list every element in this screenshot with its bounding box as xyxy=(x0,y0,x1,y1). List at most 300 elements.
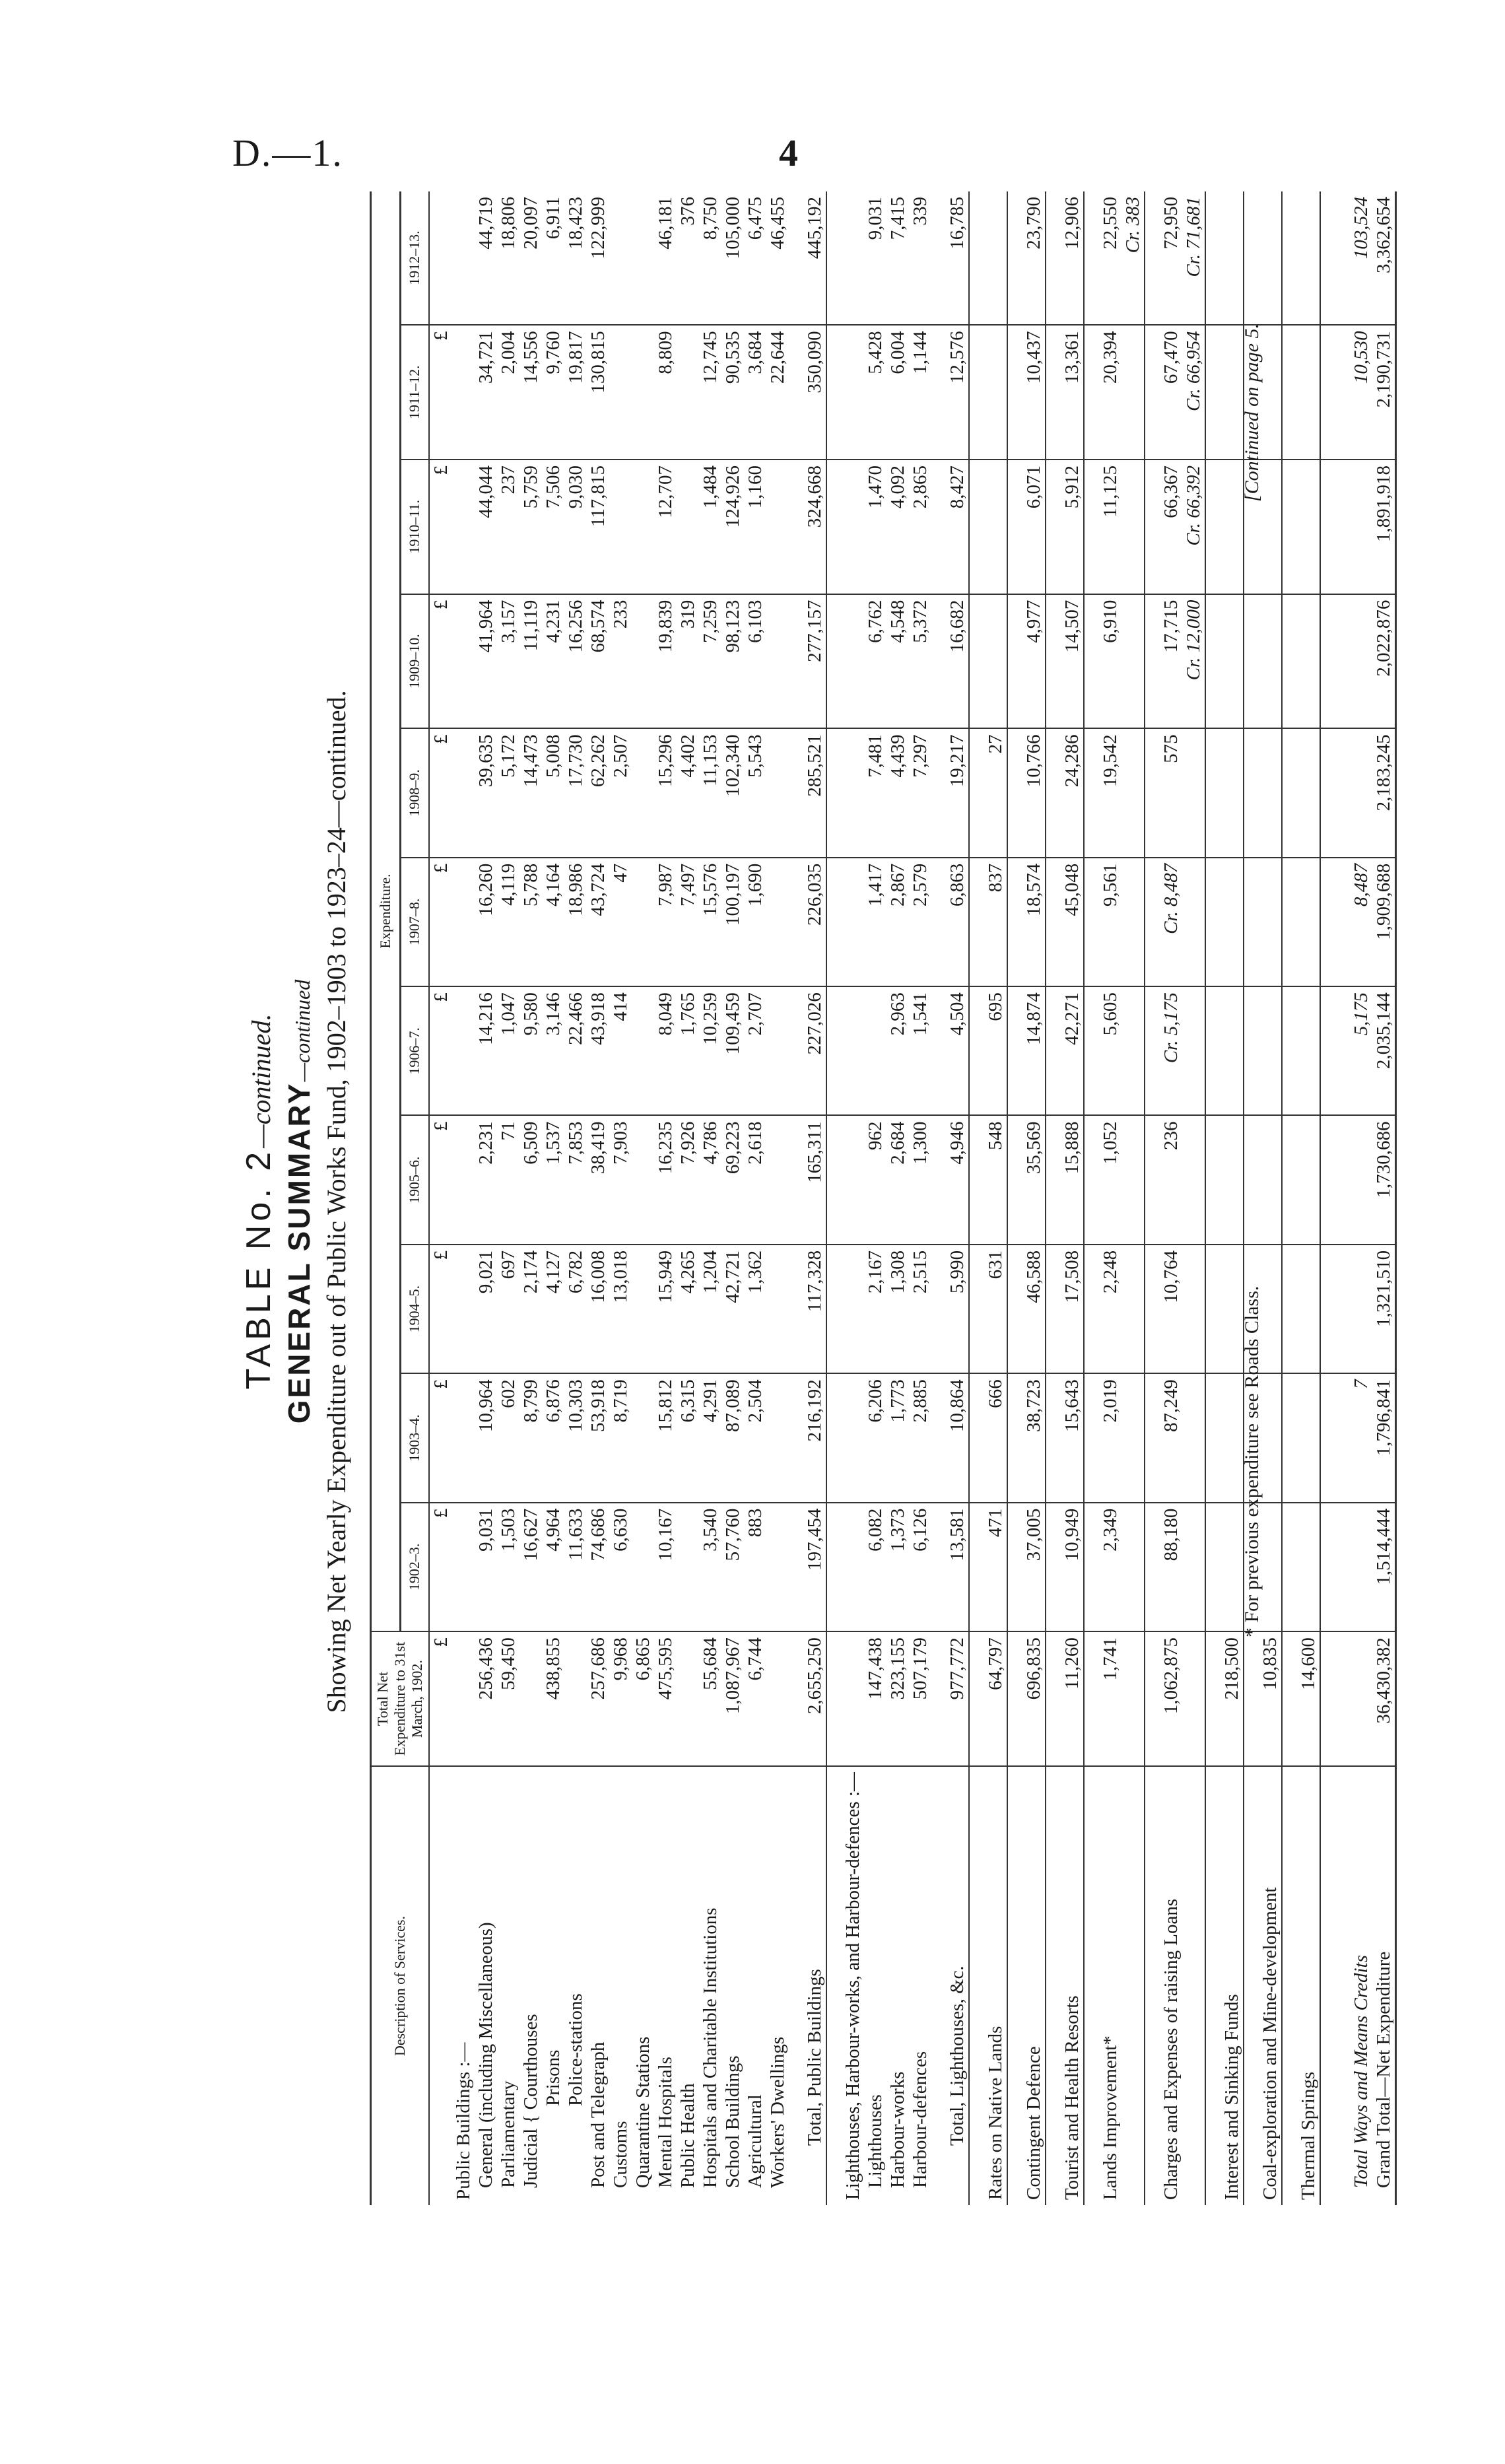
total-value-cell xyxy=(766,1631,789,1766)
year-value-cell xyxy=(1297,325,1320,460)
row-label: Harbour-defences xyxy=(909,1766,931,2205)
table-row xyxy=(542,191,564,2205)
year-value-cell: 102,340 xyxy=(721,728,744,857)
empty-cell xyxy=(1145,325,1160,460)
year-value-cell xyxy=(984,594,1007,729)
year-value-cell: 109,459 xyxy=(721,986,744,1115)
row-label: Thermal Springs xyxy=(1297,1766,1320,2205)
empty-cell xyxy=(931,1766,946,2205)
year-value-cell: 66,367 xyxy=(1160,460,1182,594)
empty-cell xyxy=(1282,858,1297,986)
empty-cell xyxy=(826,1373,842,1502)
empty-cell xyxy=(789,986,803,1115)
empty-cell xyxy=(1007,858,1022,986)
year-value-cell xyxy=(1221,858,1244,986)
year-value-cell xyxy=(609,460,632,594)
total-value-cell xyxy=(1182,1631,1205,1766)
empty-cell xyxy=(1282,460,1297,594)
empty-cell xyxy=(842,325,864,460)
year-value-cell: 233 xyxy=(609,594,632,729)
empty-cell xyxy=(1007,191,1022,325)
year-value-cell: 14,507 xyxy=(1061,594,1084,729)
empty-cell xyxy=(826,1766,842,2205)
year-value-cell: 11,633 xyxy=(564,1503,587,1631)
year-value-cell: 1,470 xyxy=(864,460,886,594)
year-value-cell: 5,428 xyxy=(864,325,886,460)
empty-cell xyxy=(931,325,946,460)
empty-cell xyxy=(1335,858,1350,986)
section-heading: Lighthouses, Harbour-works, and Harbour-defences :— xyxy=(842,1766,864,2205)
year-value-cell xyxy=(1121,1373,1145,1502)
year-value-cell: 22,644 xyxy=(766,325,789,460)
year-value-cell: 3,684 xyxy=(744,325,766,460)
empty-cell xyxy=(1244,594,1259,729)
year-value-cell: £ xyxy=(429,986,452,1115)
year-value-cell: 4,504 xyxy=(946,986,969,1115)
year-value-cell xyxy=(1350,1503,1372,1631)
empty-cell xyxy=(1282,325,1297,460)
row-label: Tourist and Health Resorts xyxy=(1061,1766,1084,2205)
empty-cell xyxy=(969,986,984,1115)
empty-cell xyxy=(1244,986,1259,1115)
table-title: TABLE No. 2—continued. xyxy=(240,1013,278,1390)
year-value-cell xyxy=(1221,1503,1244,1631)
year-value-cell: 5,008 xyxy=(542,728,564,857)
year-value-cell: 1,417 xyxy=(864,858,886,986)
empty-cell xyxy=(1244,1766,1259,2205)
row-label: Lighthouses xyxy=(864,1766,886,2205)
year-value-cell: 34,721 xyxy=(475,325,497,460)
empty-cell xyxy=(452,1631,475,1766)
empty-cell xyxy=(826,325,842,460)
year-value-cell: 42,271 xyxy=(1061,986,1084,1115)
row-label: Total, Lighthouses, &c. xyxy=(946,1766,969,2205)
year-value-cell: 6,475 xyxy=(745,197,766,240)
year-value-cell: 43,724 xyxy=(587,858,609,986)
year-value-cell: 7,903 xyxy=(609,1116,632,1245)
total-value-cell: 696,835 xyxy=(1022,1631,1046,1766)
year-value-cell: 15,576 xyxy=(699,858,721,986)
year-value-cell: 2,507 xyxy=(609,728,632,857)
empty-cell xyxy=(1084,858,1099,986)
total-value-cell: 11,260 xyxy=(1061,1631,1084,1766)
empty-cell xyxy=(1335,1503,1350,1631)
table-row xyxy=(452,191,475,2205)
row-label: Parliamentary xyxy=(497,1766,519,2205)
total-value-cell xyxy=(519,1631,542,1766)
year-value-cell: 1,300 xyxy=(909,1116,931,1245)
empty-cell xyxy=(826,191,842,325)
total-value-cell: 1,087,967 xyxy=(721,1631,744,1766)
row-label: Quarantine Stations xyxy=(632,1766,654,2205)
year-value-cell xyxy=(1350,1245,1372,1373)
year-value-cell: 10,530 xyxy=(1350,325,1372,460)
year-value-cell: 42,721 xyxy=(721,1245,744,1373)
empty-cell xyxy=(1007,1116,1022,1245)
table-row xyxy=(475,191,497,2205)
table-row xyxy=(1182,191,1205,2205)
year-value-cell: 12,576 xyxy=(946,325,969,460)
year-value-cell xyxy=(1221,594,1244,729)
year-value-cell xyxy=(1182,728,1205,857)
year-value-cell: 46,455 xyxy=(767,197,788,250)
empty-cell xyxy=(842,728,864,857)
year-value-cell: 4,265 xyxy=(677,1245,699,1373)
spacer-row xyxy=(1320,191,1335,2205)
year-value-cell: 1,144 xyxy=(909,325,931,460)
year-value-cell xyxy=(632,594,654,729)
year-value-cell: 6,876 xyxy=(542,1373,564,1502)
year-value-cell xyxy=(1121,325,1145,460)
empty-cell xyxy=(1007,728,1022,857)
year-value-cell: 2,022,876 xyxy=(1372,594,1396,729)
empty-cell xyxy=(1320,1503,1335,1631)
year-value-cell: 22,466 xyxy=(564,986,587,1115)
empty-cell xyxy=(1046,191,1061,325)
empty-cell xyxy=(789,460,803,594)
empty-cell xyxy=(1205,1245,1221,1373)
year-value-cell xyxy=(632,1503,654,1631)
year-value-cell: 10,864 xyxy=(946,1373,969,1502)
year-value-cell: 4,092 xyxy=(886,460,909,594)
year-value-cell xyxy=(1350,460,1372,594)
total-value-cell: 977,772 xyxy=(946,1631,969,1766)
empty-cell xyxy=(1046,1373,1061,1502)
table-row xyxy=(721,191,744,2205)
empty-cell xyxy=(1335,1631,1350,1766)
year-value-cell: 4,291 xyxy=(699,1373,721,1502)
empty-cell xyxy=(789,325,803,460)
empty-cell xyxy=(1145,594,1160,729)
year-value-cell: 4,231 xyxy=(542,594,564,729)
year-value-cell: 9,030 xyxy=(564,460,587,594)
year-value-cell: 1,308 xyxy=(886,1245,909,1373)
empty-cell xyxy=(826,1245,842,1373)
row-label: Coal-exploration and Mine-development xyxy=(1259,1766,1282,2205)
year-value-cell: 19,217 xyxy=(946,728,969,857)
year-value-cell xyxy=(984,325,1007,460)
year-value-cell xyxy=(1121,858,1145,986)
table-row xyxy=(1099,191,1121,2205)
year-value-cell xyxy=(766,1116,789,1245)
year-value-cell: 41,964 xyxy=(475,594,497,729)
empty-cell xyxy=(1084,1631,1099,1766)
year-value-cell: 7,497 xyxy=(677,858,699,986)
empty-cell xyxy=(826,594,842,729)
table-row xyxy=(564,191,587,2205)
year-value-cell: 24,286 xyxy=(1061,728,1084,857)
row-label xyxy=(1182,1766,1205,2205)
empty-cell xyxy=(1320,191,1335,325)
table-row xyxy=(1160,191,1182,2205)
year-value-cell: 18,423 xyxy=(565,197,586,250)
year-value-cell xyxy=(1182,1373,1205,1502)
year-value-cell: 376 xyxy=(677,197,698,226)
year-value-cell: 10,764 xyxy=(1160,1245,1182,1373)
year-value-cell: 5,788 xyxy=(519,858,542,986)
year-value-cell: 11,125 xyxy=(1099,460,1121,594)
year-value-cell: 11,119 xyxy=(519,594,542,729)
row-label: Judicial { Courthouses xyxy=(519,1766,542,2205)
empty-cell xyxy=(1046,325,1061,460)
year-value-cell: £ xyxy=(429,1373,452,1502)
year-value-cell xyxy=(1297,191,1320,325)
col-year: 1908–9. xyxy=(400,728,429,857)
year-value-cell xyxy=(1259,1116,1282,1245)
empty-cell xyxy=(969,325,984,460)
empty-cell xyxy=(1205,1631,1221,1766)
year-value-cell: 9,031 xyxy=(475,1503,497,1631)
empty-cell xyxy=(1335,1245,1350,1373)
total-value-cell: 323,155 xyxy=(886,1631,909,1766)
total-value-cell: 257,686 xyxy=(587,1631,609,1766)
year-value-cell: Cr. 66,392 xyxy=(1182,460,1205,594)
year-value-cell xyxy=(632,858,654,986)
year-value-cell: 16,260 xyxy=(475,858,497,986)
year-value-cell: 8,750 xyxy=(700,197,721,240)
table-row xyxy=(842,191,864,2205)
year-value-cell: 5,172 xyxy=(497,728,519,857)
table-row xyxy=(632,191,654,2205)
empty-cell xyxy=(1007,986,1022,1115)
year-value-cell xyxy=(1121,460,1145,594)
empty-cell xyxy=(1084,1766,1099,2205)
year-value-cell: 8,049 xyxy=(654,986,677,1115)
empty-cell xyxy=(1007,1766,1022,2205)
table-row xyxy=(803,191,826,2205)
year-value-cell: 8,427 xyxy=(946,460,969,594)
year-value-cell: 277,157 xyxy=(803,594,826,729)
empty-cell xyxy=(1046,858,1061,986)
empty-cell xyxy=(1084,1373,1099,1502)
year-value-cell: 2,167 xyxy=(864,1245,886,1373)
year-value-cell: 2,684 xyxy=(886,1116,909,1245)
col-year: 1906–7. xyxy=(400,986,429,1115)
year-value-cell: 5,175 xyxy=(1350,986,1372,1115)
empty-cell xyxy=(1145,191,1160,325)
year-value-cell: 7,506 xyxy=(542,460,564,594)
empty-cell xyxy=(452,728,475,857)
year-value-cell: 8,719 xyxy=(609,1373,632,1502)
year-value-cell: 3,540 xyxy=(699,1503,721,1631)
empty-cell xyxy=(452,1116,475,1245)
year-value-cell: 18,986 xyxy=(564,858,587,986)
empty-cell xyxy=(1244,1631,1259,1766)
empty-cell xyxy=(1046,1766,1061,2205)
year-value-cell xyxy=(766,594,789,729)
year-value-cell xyxy=(766,460,789,594)
page-number: 4 xyxy=(779,131,798,174)
table-row xyxy=(1372,191,1396,2205)
empty-cell xyxy=(826,728,842,857)
year-value-cell: 44,044 xyxy=(475,460,497,594)
year-value-cell: 14,216 xyxy=(475,986,497,1115)
empty-cell xyxy=(1046,986,1061,1115)
year-value-cell: 4,127 xyxy=(542,1245,564,1373)
year-value-cell: 1,160 xyxy=(744,460,766,594)
empty-cell xyxy=(1205,460,1221,594)
empty-cell xyxy=(452,1373,475,1502)
year-value-cell: 1,362 xyxy=(744,1245,766,1373)
year-value-cell xyxy=(632,1373,654,1502)
year-value-cell: 35,569 xyxy=(1022,1116,1046,1245)
total-value-cell: 10,835 xyxy=(1259,1631,1282,1766)
empty-cell xyxy=(1145,1373,1160,1502)
col-year: 1903–4. xyxy=(400,1373,429,1502)
empty-cell xyxy=(1282,594,1297,729)
empty-cell xyxy=(1244,858,1259,986)
year-value-cell: 285,521 xyxy=(803,728,826,857)
empty-cell xyxy=(1244,1116,1259,1245)
empty-cell xyxy=(1282,1373,1297,1502)
empty-cell xyxy=(1320,1373,1335,1502)
year-value-cell xyxy=(609,191,632,325)
year-value-cell: 4,548 xyxy=(886,594,909,729)
year-value-cell: 43,918 xyxy=(587,986,609,1115)
year-value-cell: 19,542 xyxy=(1099,728,1121,857)
empty-cell xyxy=(931,858,946,986)
spacer-row xyxy=(1145,191,1160,2205)
year-value-cell xyxy=(1259,986,1282,1115)
year-value-cell xyxy=(1221,191,1244,325)
year-value-cell: 69,223 xyxy=(721,1116,744,1245)
year-value-cell: 602 xyxy=(497,1373,519,1502)
year-value-cell: 4,977 xyxy=(1022,594,1046,729)
spacer-row xyxy=(826,191,842,2205)
empty-cell xyxy=(1205,325,1221,460)
empty-cell xyxy=(969,1245,984,1373)
year-value-cell: 1,047 xyxy=(497,986,519,1115)
empty-cell xyxy=(842,1245,864,1373)
year-value-cell: 98,123 xyxy=(721,594,744,729)
empty-cell xyxy=(452,1503,475,1631)
year-value-cell xyxy=(1121,1245,1145,1373)
year-value-cell: 1,373 xyxy=(886,1503,909,1631)
year-value-cell xyxy=(1297,1503,1320,1631)
total-value-cell: 475,595 xyxy=(654,1631,677,1766)
year-value-cell: 117,328 xyxy=(803,1245,826,1373)
year-value-cell: 18,574 xyxy=(1022,858,1046,986)
year-value-cell: 6,630 xyxy=(609,1503,632,1631)
row-label: Workers' Dwellings xyxy=(766,1766,789,2205)
empty-cell xyxy=(789,1373,803,1502)
year-value-cell: £ xyxy=(429,460,452,594)
empty-cell xyxy=(1335,1116,1350,1245)
year-value-cell: 38,723 xyxy=(1022,1373,1046,1502)
table-row xyxy=(1350,191,1372,2205)
empty-cell xyxy=(969,191,984,325)
year-value-cell: 6,910 xyxy=(1099,594,1121,729)
year-value-cell: 8,487 xyxy=(1350,858,1372,986)
table-row xyxy=(519,191,542,2205)
table-row xyxy=(1121,191,1145,2205)
year-value-cell: 236 xyxy=(1160,1116,1182,1245)
empty-cell xyxy=(1282,1766,1297,2205)
row-label: Rates on Native Lands xyxy=(984,1766,1007,2205)
year-value-cell: 12,745 xyxy=(699,325,721,460)
year-value-cell: 38,419 xyxy=(587,1116,609,1245)
table-row xyxy=(766,191,789,2205)
year-value-cell: 548 xyxy=(984,1116,1007,1245)
year-value-cell: 2,183,245 xyxy=(1372,728,1396,857)
empty-cell xyxy=(1320,460,1335,594)
table-row xyxy=(886,191,909,2205)
year-value-cell xyxy=(677,460,699,594)
year-value-cell: 22,550 xyxy=(1100,197,1121,250)
year-value-cell: 15,888 xyxy=(1061,1116,1084,1245)
empty-cell xyxy=(1145,460,1160,594)
empty-cell xyxy=(969,460,984,594)
year-value-cell: 37,005 xyxy=(1022,1503,1046,1631)
year-value-cell: 697 xyxy=(497,1245,519,1373)
year-value-cell: 4,439 xyxy=(886,728,909,857)
year-value-cell xyxy=(1221,728,1244,857)
col-expenditure: Expenditure. xyxy=(371,191,401,1631)
year-value-cell: 122,999 xyxy=(587,197,609,259)
year-value-cell xyxy=(766,1503,789,1631)
empty-cell xyxy=(1145,1766,1160,2205)
empty-cell xyxy=(931,1116,946,1245)
year-value-cell: 2,019 xyxy=(1099,1373,1121,1502)
empty-cell xyxy=(842,1373,864,1502)
year-value-cell: 2,248 xyxy=(1099,1245,1121,1373)
year-value-cell: 14,874 xyxy=(1022,986,1046,1115)
year-value-cell: 14,473 xyxy=(519,728,542,857)
spacer-row xyxy=(1335,191,1350,2205)
empty-cell xyxy=(789,594,803,729)
empty-cell xyxy=(1282,1503,1297,1631)
year-value-cell xyxy=(1221,986,1244,1115)
year-value-cell: 165,311 xyxy=(803,1116,826,1245)
total-value-cell xyxy=(1350,1631,1372,1766)
year-value-cell: 216,192 xyxy=(803,1373,826,1502)
year-value-cell xyxy=(632,325,654,460)
table-row xyxy=(587,191,609,2205)
table-row xyxy=(654,191,677,2205)
year-value-cell: 46,588 xyxy=(1022,1245,1046,1373)
empty-cell xyxy=(842,191,864,325)
empty-cell xyxy=(826,986,842,1115)
document-reference: D.—1. xyxy=(232,131,343,174)
table-row xyxy=(699,191,721,2205)
year-value-cell: 39,635 xyxy=(475,728,497,857)
row-label: Customs xyxy=(609,1766,632,2205)
year-value-cell xyxy=(609,325,632,460)
empty-cell xyxy=(826,858,842,986)
year-value-cell: 2,504 xyxy=(744,1373,766,1502)
year-value-cell xyxy=(864,986,886,1115)
year-value-cell: 6,103 xyxy=(744,594,766,729)
year-value-cell: 12,707 xyxy=(654,460,677,594)
year-value-cell: 1,690 xyxy=(744,858,766,986)
table-row xyxy=(429,191,452,2205)
year-value-cell: 5,543 xyxy=(744,728,766,857)
year-value-cell: 103,524 xyxy=(1351,197,1372,259)
year-value-cell: 6,126 xyxy=(909,1503,931,1631)
year-value-cell: 20,394 xyxy=(1099,325,1121,460)
spacer-row xyxy=(1282,191,1297,2205)
year-value-cell: 837 xyxy=(984,858,1007,986)
year-value-cell: 71 xyxy=(497,1116,519,1245)
total-value-cell: 6,865 xyxy=(632,1631,654,1766)
year-value-cell: 72,950 xyxy=(1160,197,1182,250)
empty-cell xyxy=(1282,728,1297,857)
year-value-cell: 2,885 xyxy=(909,1373,931,1502)
year-value-cell: 7 xyxy=(1350,1373,1372,1502)
empty-cell xyxy=(969,1116,984,1245)
table-row xyxy=(1297,191,1320,2205)
empty-cell xyxy=(1145,1116,1160,1245)
